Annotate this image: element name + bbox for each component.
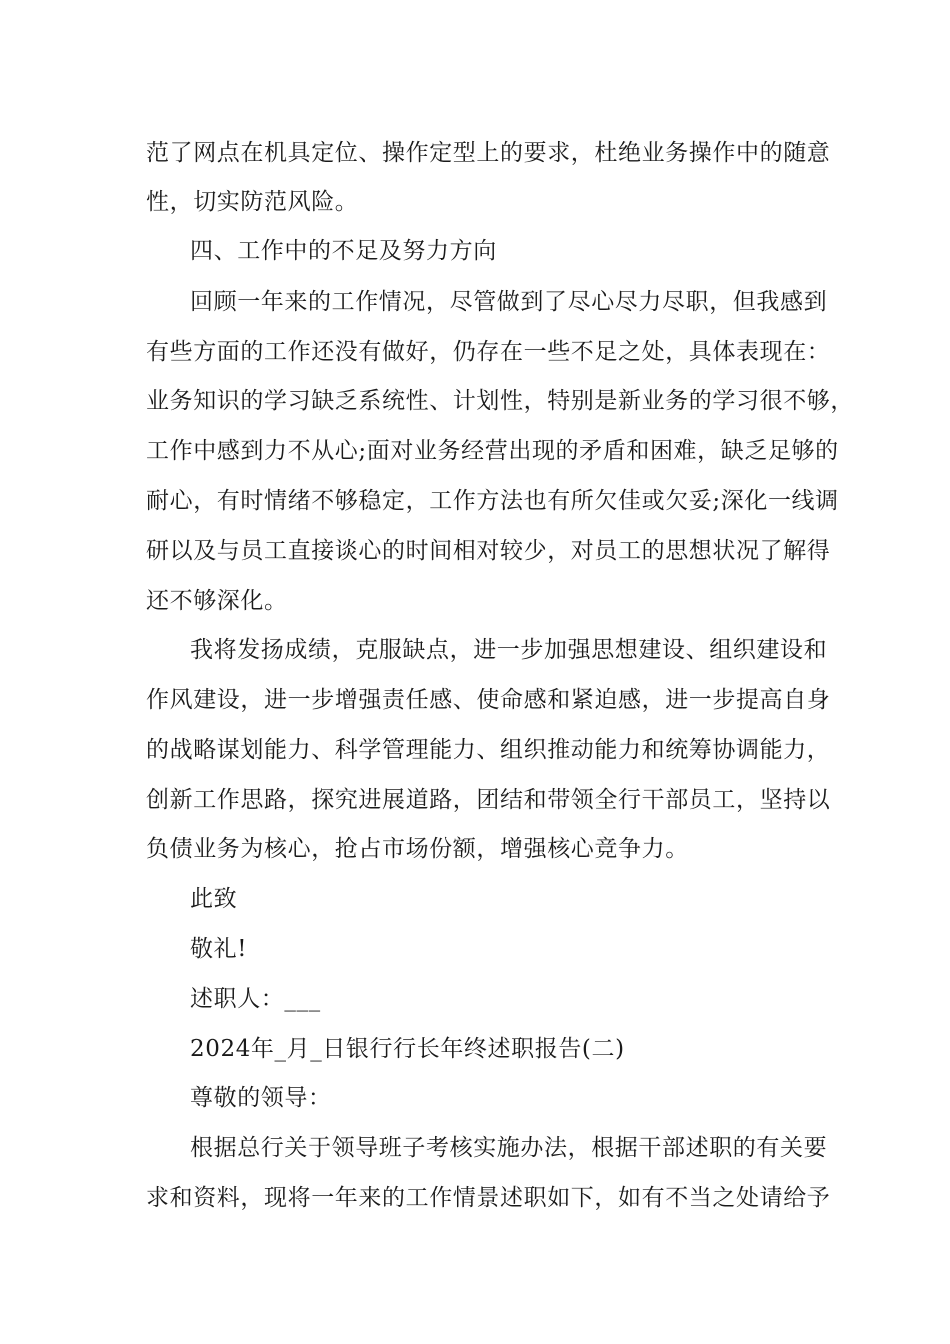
- closing-salutation: 此致: [190, 886, 238, 912]
- closing-regards: 敬礼!: [190, 936, 248, 962]
- paragraph-line: 作风建设，进一步增强责任感、使命感和紧迫感，进一步提高自身: [146, 687, 831, 713]
- paragraph-line: 我将发扬成绩，克服缺点，进一步加强思想建设、组织建设和: [190, 637, 828, 663]
- paragraph-line: 回顾一年来的工作情况，尽管做到了尽心尽力尽职，但我感到: [190, 289, 828, 315]
- paragraph-line: 范了网点在机具定位、操作定型上的要求，杜绝业务操作中的随意: [146, 140, 831, 166]
- paragraph-line: 研以及与员工直接谈心的时间相对较少，对员工的思想状况了解得: [146, 538, 831, 564]
- paragraph-line: 业务知识的学习缺乏系统性、计划性，特别是新业务的学习很不够，: [146, 388, 854, 414]
- paragraph-line: 创新工作思路，探究进展道路，团结和带领全行干部员工，坚持以: [146, 787, 831, 813]
- paragraph-line: 负债业务为核心，抢占市场份额，增强核心竞争力。: [146, 836, 689, 862]
- paragraph-line: 根据总行关于领导班子考核实施办法，根据干部述职的有关要: [190, 1135, 828, 1161]
- greeting-line: 尊敬的领导：: [190, 1085, 332, 1111]
- document-title: 2024年_月_日银行行长年终述职报告(二): [190, 1036, 625, 1062]
- paragraph-line: 有些方面的工作还没有做好，仍存在一些不足之处，具体表现在：: [146, 339, 831, 365]
- paragraph-line: 求和资料，现将一年来的工作情景述职如下，如有不当之处请给予: [146, 1185, 831, 1211]
- signature-line: 述职人：___: [190, 986, 321, 1012]
- paragraph-line: 耐心，有时情绪不够稳定，工作方法也有所欠佳或欠妥;深化一线调: [146, 488, 839, 514]
- paragraph-line: 性，切实防范风险。: [146, 189, 359, 215]
- paragraph-line: 还不够深化。: [146, 588, 288, 614]
- paragraph-line: 的战略谋划能力、科学管理能力、组织推动能力和统筹协调能力，: [146, 737, 831, 763]
- section-heading: 四、工作中的不足及努力方向: [190, 238, 497, 264]
- paragraph-line: 工作中感到力不从心;面对业务经营出现的矛盾和困难，缺乏足够的: [146, 438, 839, 464]
